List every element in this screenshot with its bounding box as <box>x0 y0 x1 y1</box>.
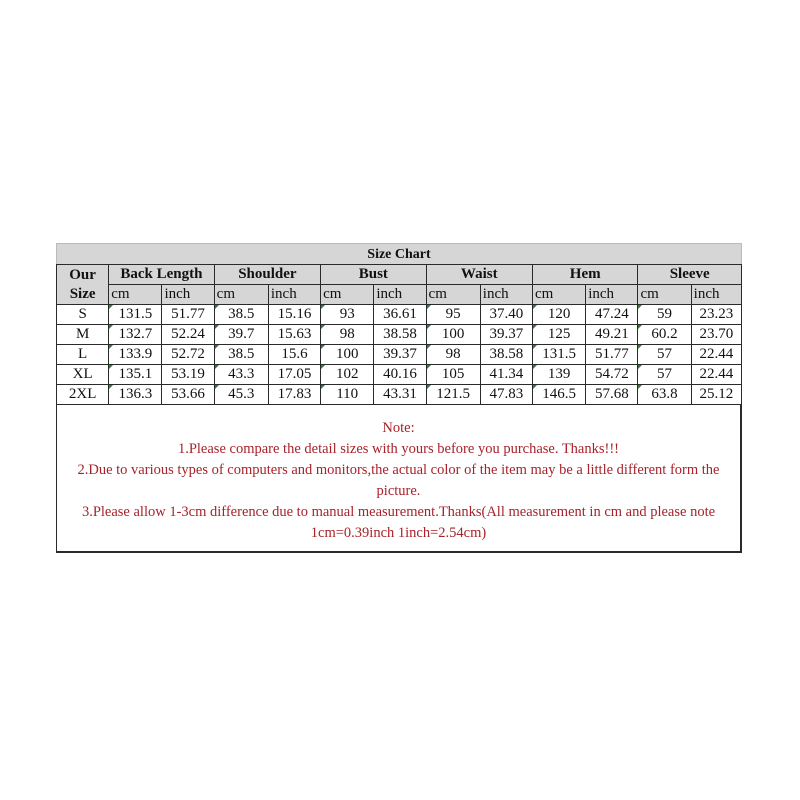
back-length-cm: 136.3 <box>109 385 162 405</box>
waist-inch: 38.58 <box>480 345 532 365</box>
sleeve-cm: 63.8 <box>638 385 691 405</box>
table-row-l <box>57 345 742 365</box>
note-line-3: 3.Please allow 1-3cm difference due to manual measurement.Thanks(All measurement in cm and please note <box>81 504 716 520</box>
back-length-cm: 131.5 <box>109 305 162 325</box>
header-shoulder: Shoulder <box>214 265 320 285</box>
our-size-line1: Our <box>69 266 96 283</box>
bust-inch: 40.16 <box>374 365 426 385</box>
waist-cm: 105 <box>426 365 480 385</box>
back-length-inch: 53.19 <box>162 365 214 385</box>
size-label: S <box>57 305 109 325</box>
sleeve-cm: 57 <box>638 365 691 385</box>
shoulder-cm: 39.7 <box>214 325 268 345</box>
shoulder-inch: 15.63 <box>268 325 320 345</box>
waist-inch: 37.40 <box>480 305 532 325</box>
our-size-header <box>57 265 109 305</box>
sleeve-inch: 22.44 <box>691 365 741 385</box>
hem-inch: 47.24 <box>586 305 638 325</box>
shoulder-cm: 38.5 <box>214 345 268 365</box>
sleeve-inch: 23.70 <box>691 325 741 345</box>
size-label: XL <box>57 365 109 385</box>
hem-cm: 120 <box>533 305 586 325</box>
table-row-xl <box>57 365 742 385</box>
size-label: 2XL <box>57 385 109 405</box>
waist-inch: 39.37 <box>480 325 532 345</box>
table-row-2xl <box>57 385 742 405</box>
back-length-inch: 52.72 <box>162 345 214 365</box>
header-waist: Waist <box>426 265 532 285</box>
hem-inch: 49.21 <box>586 325 638 345</box>
hem-cm: 146.5 <box>533 385 586 405</box>
shoulder-inch: 17.05 <box>268 365 320 385</box>
waist-inch: 41.34 <box>480 365 532 385</box>
waist-cm: 121.5 <box>426 385 480 405</box>
our-size-line2: Size <box>69 285 96 302</box>
back-length-cm: 135.1 <box>109 365 162 385</box>
unit-inch: inch <box>691 285 741 305</box>
table-row-m <box>57 325 742 345</box>
unit-inch: inch <box>268 285 320 305</box>
bust-cm: 100 <box>321 345 374 365</box>
unit-inch: inch <box>162 285 214 305</box>
note-line-3-cont: 1cm=0.39inch 1inch=2.54cm) <box>310 525 487 541</box>
bust-cm: 110 <box>321 385 374 405</box>
sleeve-cm: 57 <box>638 345 691 365</box>
bust-cm: 98 <box>321 325 374 345</box>
unit-inch: inch <box>480 285 532 305</box>
sleeve-cm: 59 <box>638 305 691 325</box>
note-box <box>56 405 742 553</box>
hem-cm: 125 <box>533 325 586 345</box>
shoulder-cm: 45.3 <box>214 385 268 405</box>
note-line-1: 1.Please compare the detail sizes with yours before you purchase. Thanks!!! <box>177 441 620 457</box>
back-length-cm: 132.7 <box>109 325 162 345</box>
bust-inch: 36.61 <box>374 305 426 325</box>
size-label: M <box>57 325 109 345</box>
shoulder-cm: 38.5 <box>214 305 268 325</box>
unit-cm: cm <box>214 285 268 305</box>
shoulder-cm: 43.3 <box>214 365 268 385</box>
bust-inch: 43.31 <box>374 385 426 405</box>
unit-inch: inch <box>374 285 426 305</box>
header-hem: Hem <box>533 265 638 285</box>
unit-inch: inch <box>586 285 638 305</box>
size-chart <box>56 243 742 553</box>
size-chart-table <box>56 243 742 405</box>
hem-cm: 139 <box>533 365 586 385</box>
hem-inch: 54.72 <box>586 365 638 385</box>
size-label: L <box>57 345 109 365</box>
bust-inch: 39.37 <box>374 345 426 365</box>
back-length-inch: 53.66 <box>162 385 214 405</box>
shoulder-inch: 15.6 <box>268 345 320 365</box>
sleeve-inch: 25.12 <box>691 385 741 405</box>
waist-cm: 95 <box>426 305 480 325</box>
unit-row <box>57 285 742 305</box>
table-row-s <box>57 305 742 325</box>
waist-cm: 100 <box>426 325 480 345</box>
bust-cm: 93 <box>321 305 374 325</box>
note-line-2-cont: picture. <box>376 483 421 499</box>
hem-cm: 131.5 <box>533 345 586 365</box>
bust-cm: 102 <box>321 365 374 385</box>
hem-inch: 51.77 <box>586 345 638 365</box>
header-sleeve: Sleeve <box>638 265 742 285</box>
sleeve-cm: 60.2 <box>638 325 691 345</box>
waist-inch: 47.83 <box>480 385 532 405</box>
note-line-2: 2.Due to various types of computers and monitors,the actual color of the item may be a little different form the <box>77 462 720 478</box>
size-chart-title: Size Chart <box>57 244 742 265</box>
unit-cm: cm <box>321 285 374 305</box>
sleeve-inch: 22.44 <box>691 345 741 365</box>
bust-inch: 38.58 <box>374 325 426 345</box>
unit-cm: cm <box>533 285 586 305</box>
header-bust: Bust <box>321 265 426 285</box>
back-length-cm: 133.9 <box>109 345 162 365</box>
waist-cm: 98 <box>426 345 480 365</box>
hem-inch: 57.68 <box>586 385 638 405</box>
back-length-inch: 52.24 <box>162 325 214 345</box>
unit-cm: cm <box>109 285 162 305</box>
note-heading: Note: <box>382 420 415 436</box>
shoulder-inch: 15.16 <box>268 305 320 325</box>
unit-cm: cm <box>426 285 480 305</box>
back-length-inch: 51.77 <box>162 305 214 325</box>
unit-cm: cm <box>638 285 691 305</box>
header-back-length: Back Length <box>109 265 214 285</box>
sleeve-inch: 23.23 <box>691 305 741 325</box>
shoulder-inch: 17.83 <box>268 385 320 405</box>
